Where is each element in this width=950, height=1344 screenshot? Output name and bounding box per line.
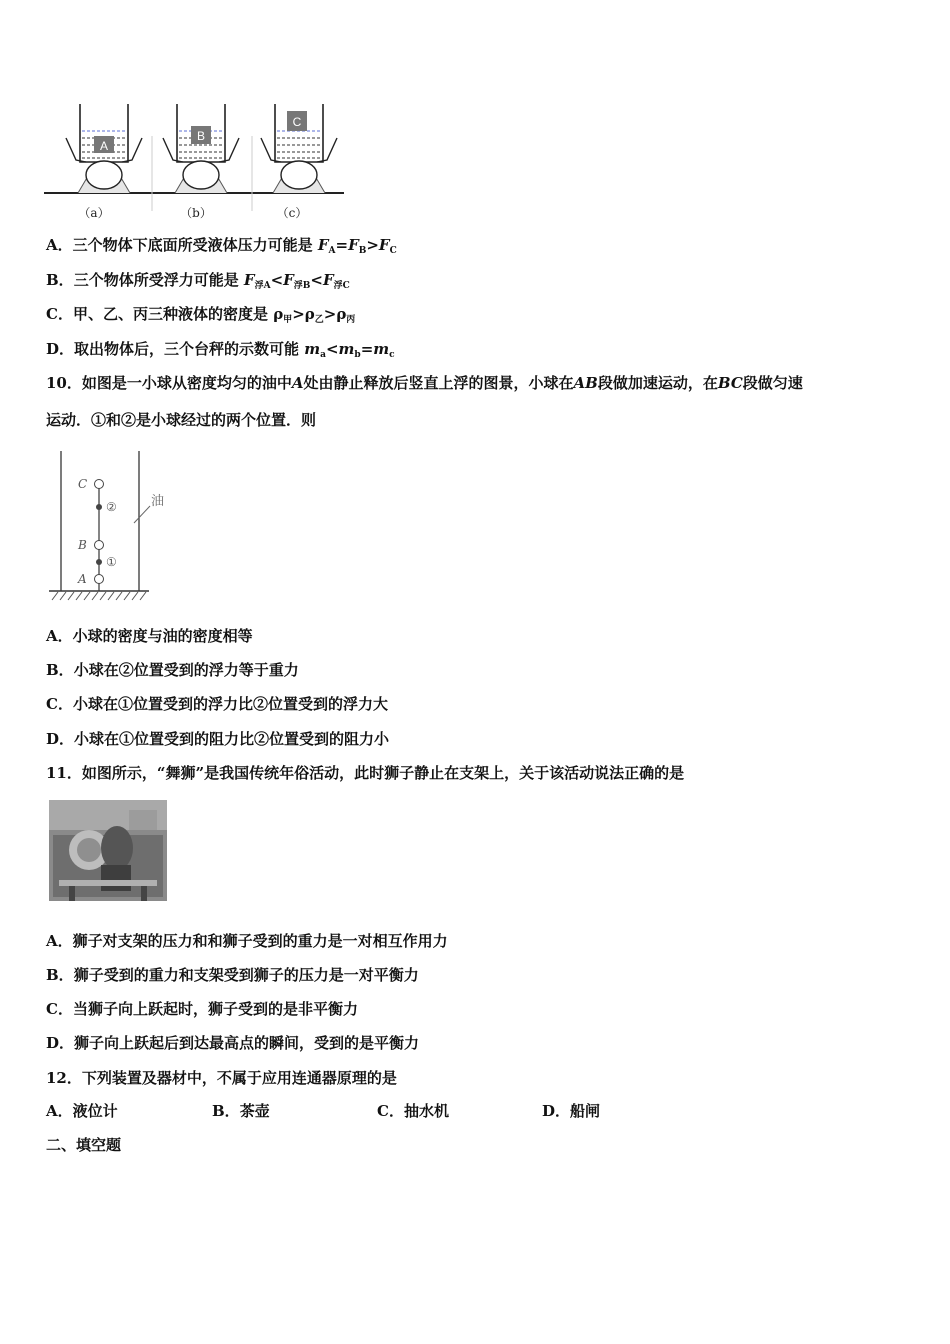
- q10-option-b: B．小球在②位置受到的浮力等于重力: [46, 661, 299, 679]
- q10-option-c: C．小球在①位置受到的浮力比②位置受到的浮力大: [46, 695, 388, 713]
- point-1-label: ①: [106, 555, 117, 569]
- caption-a: （a）: [78, 206, 110, 220]
- caption-c: （c）: [276, 206, 308, 220]
- point-a-label: A: [78, 572, 87, 586]
- object-label-b: B: [196, 129, 206, 143]
- q12-option-b: B．茶壶: [212, 1102, 270, 1120]
- q11-option-d: D．狮子向上跃起后到达最高点的瞬间，受到的是平衡力: [46, 1034, 420, 1052]
- oil-column-figure: [44, 448, 184, 604]
- q12-option-d: D．船闸: [542, 1102, 601, 1120]
- point-c-label: C: [78, 477, 88, 491]
- q11-option-b: B．狮子受到的重力和支架受到狮子的压力是一对平衡力: [46, 966, 419, 984]
- object-label-c: C: [292, 115, 302, 129]
- q11-option-c: C．当狮子向上跃起时，狮子受到的是非平衡力: [46, 1000, 358, 1018]
- q12-option-c: C．抽水机: [377, 1102, 449, 1120]
- q10-option-a: A．小球的密度与油的密度相等: [46, 627, 253, 645]
- scale-b: [163, 104, 239, 193]
- q9-option-d: D．取出物体后，三个台秤的示数可能 $m_a<m_b=m_c$: [46, 340, 395, 360]
- q12-stem: 12．下列装置及器材中，不属于应用连通器原理的是: [46, 1069, 397, 1087]
- q10-stem-line1: 10．如图是一小球从密度均匀的油中A处由静止释放后竖直上浮的图景，小球在AB段做加速运动，在BC段做匀速: [46, 374, 803, 392]
- scales-figure: [44, 96, 346, 224]
- q12-option-a: A．液位计: [46, 1102, 118, 1120]
- oil-label: 油: [151, 494, 165, 509]
- q9-option-c: C．甲、乙、丙三种液体的密度是 $\rho_甲>\rho_乙>\rho_丙$: [46, 305, 356, 325]
- q9-option-b: B．三个物体所受浮力可能是 $F_{浮A}<F_{浮B}<F_{浮C}$: [46, 271, 350, 291]
- q11-option-a: A．狮子对支架的压力和和狮子受到的重力是一对相互作用力: [46, 932, 448, 950]
- point-2-label: ②: [106, 500, 117, 514]
- section-title: 二、填空题: [46, 1136, 122, 1154]
- object-label-a: A: [99, 139, 109, 153]
- caption-b: （b）: [180, 206, 212, 220]
- q10-stem-line2: 运动．①和②是小球经过的两个位置．则: [46, 411, 317, 429]
- point-b-label: B: [78, 538, 87, 552]
- q10-option-d: D．小球在①位置受到的阻力比②位置受到的阻力小: [46, 730, 390, 748]
- q11-stem: 11．如图所示，“舞狮”是我国传统年俗活动，此时狮子静止在支架上，关于该活动说法正确的是: [46, 764, 685, 782]
- lion-dance-photo: [49, 800, 167, 901]
- q9-option-a: A．三个物体下底面所受液体压力可能是 $F_A=F_B>F_C$: [46, 236, 397, 256]
